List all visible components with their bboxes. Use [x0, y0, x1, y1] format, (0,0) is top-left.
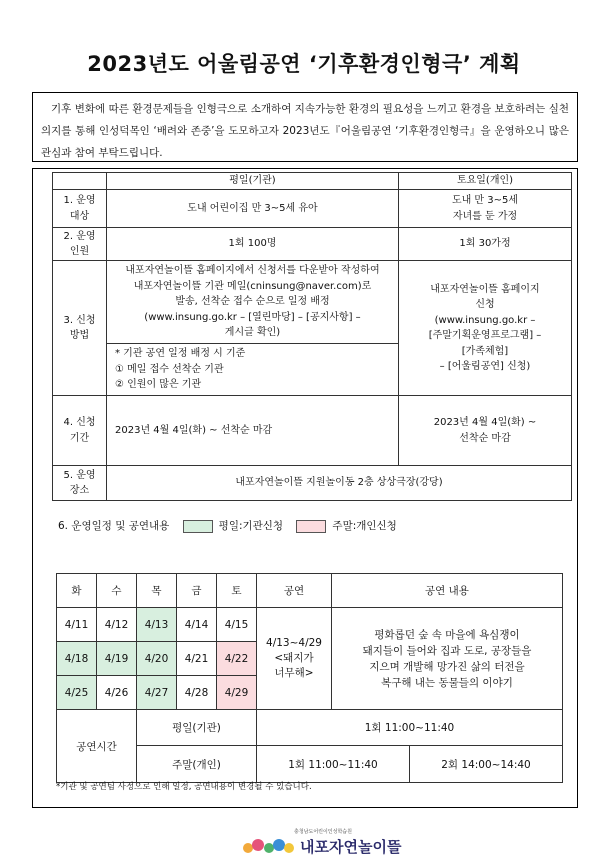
date-cell: 4/11 [57, 608, 97, 642]
date-cell-weekday: 4/18 [57, 642, 97, 676]
time-weekend-label: 주말(개인) [137, 746, 257, 783]
logo-subtitle: 충청남도어린이인성학습원 [294, 829, 352, 835]
people-weekday: 1회 100명 [107, 228, 399, 261]
row-label-target: 1. 운영 대상 [53, 190, 107, 228]
date-cell: 4/21 [177, 642, 217, 676]
page-title: 2023년도 어울림공연 ‘기후환경인형극’ 계획 [87, 52, 521, 76]
intro-text: 기후 변화에 따른 환경문제들을 인형극으로 소개하여 지속가능한 환경의 필요성을 느끼고 환경을 보호하려는 실천의지를 통해 인성덕목인 ‘배려와 존중’을 도모하고자 2023년도『어울림공연 ‘기후환경인형극』을 운영하오니 많은 관심과 참여 부탁드립니다. [41, 103, 569, 159]
target-weekend: 도내 만 3~5세 자녀를 둔 가정 [399, 190, 572, 228]
day-header: 수 [97, 574, 137, 608]
date-cell-weekday: 4/20 [137, 642, 177, 676]
time-weekend-2: 2회 14:00~14:40 [441, 758, 531, 771]
date-cell: 4/26 [97, 676, 137, 710]
row-label-place: 5. 운영 장소 [53, 466, 107, 501]
row-label-people: 2. 운영 인원 [53, 228, 107, 261]
time-label: 공연시간 [57, 710, 137, 783]
legend-weekend-label: 주말:개인신청 [332, 520, 397, 532]
date-cell: 4/12 [97, 608, 137, 642]
show-title: 4/13~4/29 <돼지가 너무해> [257, 608, 332, 710]
method-weekend: 내포자연놀이뜰 홈페이지 신청 (www.insung.go.kr – [주말기획운영프로그램] – [가족체험] – [어울림공연] 신청) [399, 261, 572, 396]
calendar-table [56, 573, 563, 783]
date-cell: 4/14 [177, 608, 217, 642]
time-weekend-1: 1회 11:00~11:40 [257, 746, 410, 782]
logo-name: 내포자연놀이뜰 [300, 838, 402, 856]
schedule-label: 6. 운영일정 및 공연내용 [58, 520, 170, 532]
method-weekday-note: * 기관 공연 일정 배정 시 기준 ① 메일 접수 선착순 기관 ② 인원이 많은 기관 [107, 344, 399, 396]
date-cell: 4/15 [217, 608, 257, 642]
day-header: 토 [217, 574, 257, 608]
time-weekday-label: 평일(기관) [137, 710, 257, 746]
day-header: 화 [57, 574, 97, 608]
legend-weekend-swatch [296, 520, 326, 533]
date-cell-weekday: 4/27 [137, 676, 177, 710]
header-weekend: 토요일(개인) [399, 173, 572, 190]
header-weekday: 평일(기관) [107, 173, 399, 190]
content-header: 공연 내용 [332, 574, 563, 608]
header-blank [53, 173, 107, 190]
row-label-method: 3. 신청 방법 [53, 261, 107, 396]
date-cell-weekday: 4/13 [137, 608, 177, 642]
target-weekday: 도내 어린이집 만 3~5세 유아 [107, 190, 399, 228]
date-cell-weekday: 4/25 [57, 676, 97, 710]
date-cell: 4/28 [177, 676, 217, 710]
day-header: 금 [177, 574, 217, 608]
method-weekday: 내포자연놀이뜰 홈페이지에서 신청서를 다운받아 작성하여 내포자연놀이뜰 기관 메일(cninsung@naver.com)로 발송, 선착순 접수 순으로 일정 배정 (www.insung.go.kr – [열린마당] – [공지사항] – 게시글 확인) [107, 261, 399, 344]
schedule-legend [58, 518, 397, 533]
place-value: 내포자연놀이뜰 지원놀이동 2층 상상극장(강당) [107, 466, 572, 501]
day-header: 목 [137, 574, 177, 608]
intro-box [32, 92, 578, 162]
date-cell-weekend: 4/22 [217, 642, 257, 676]
legend-weekday-label: 평일:기관신청 [218, 520, 284, 532]
show-header: 공연 [257, 574, 332, 608]
people-weekend: 1회 30가정 [399, 228, 572, 261]
show-content: 평화롭던 숲 속 마을에 욕심쟁이 돼지들이 들어와 집과 도로, 공장들을 지으며 개발해 망가진 삶의 터전을 복구해 내는 동물들의 이야기 [332, 608, 563, 710]
row-label-period: 4. 신청 기간 [53, 396, 107, 466]
period-weekday: 2023년 4월 4일(화) ~ 선착순 마감 [107, 396, 399, 466]
time-weekend-values [257, 746, 563, 783]
date-cell-weekend: 4/29 [217, 676, 257, 710]
time-weekday-value: 1회 11:00~11:40 [257, 710, 563, 746]
legend-weekday-swatch [183, 520, 213, 533]
period-weekend: 2023년 4월 4일(화) ~ 선착순 마감 [399, 396, 572, 466]
info-table [52, 172, 572, 501]
footnote: *기관 및 공연팀 사정으로 인해 일정, 공연내용이 변경될 수 있습니다. [56, 782, 312, 792]
date-cell-weekday: 4/19 [97, 642, 137, 676]
